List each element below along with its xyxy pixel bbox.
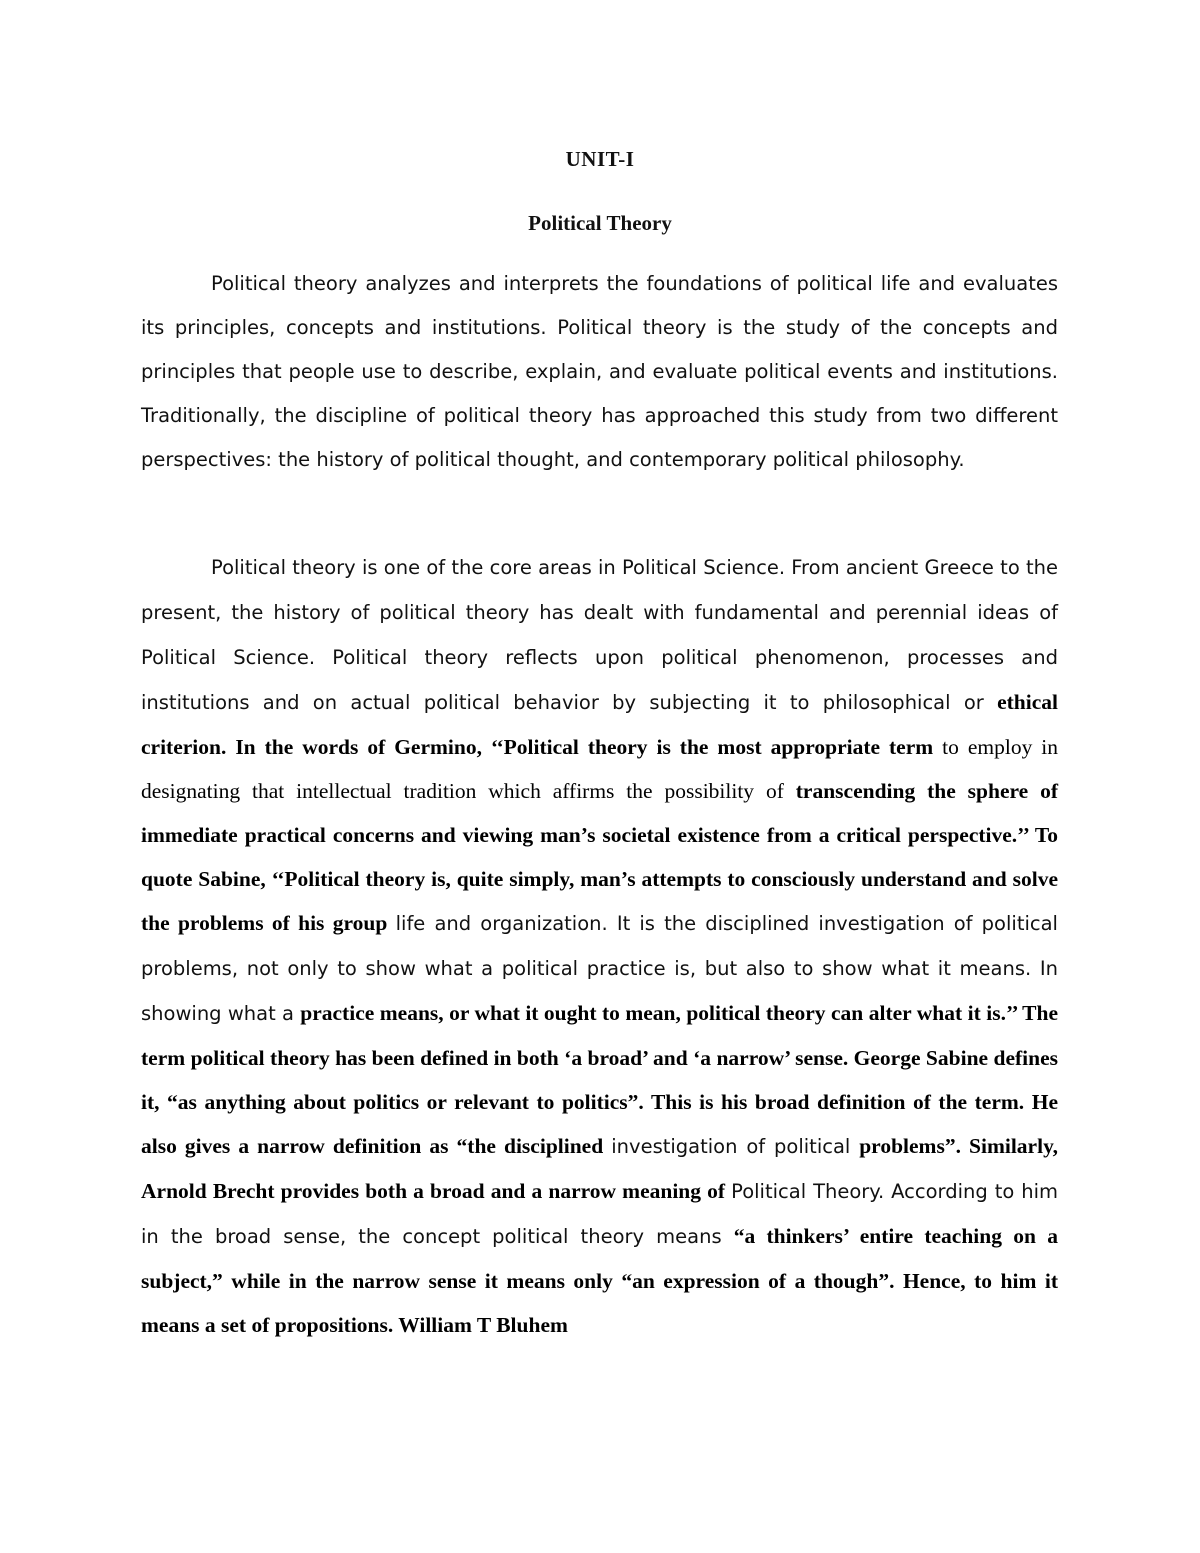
paragraph-2-container (141, 545, 1058, 1347)
paragraph-2-segment-10: “a thinkers’ entire teaching on a subject,” while in the narrow sense it means only “an expression of a though”. Hence, to him it means a set of propositions. William T Bluhem (141, 1224, 1058, 1337)
paragraph-2-segment-6: practice means, or what it ought to mean, political theory can alter what it is.’’ The term political theory has been defined in both ‘a broad’ and ‘a narrow’ sense. George Sabine defines it, “as anything about politics or relevant to politics”. This is his broad definition of the term. He also gives a narrow definition as “the disciplined (141, 1001, 1058, 1158)
paragraph-2 (141, 545, 1058, 1347)
paragraph-2-segment-1: Political theory is one of the core areas in Political Science. From ancient Greece to the present, the history of political theory has dealt with fundamental and perennial ideas of Political Science. Political theory reflects upon political phenomenon, processes and institutions and on actual political behavior by subjecting it to philosophical or (141, 556, 1058, 714)
paragraph-2-segment-2: ethical criterion. In the words of Germino, ‘‘Political theory is the most appropriate term (141, 690, 1058, 759)
paragraph-2-segment-9: Political Theory. According to him in the broad sense, the concept political theory means (141, 1180, 1058, 1248)
paragraph-1: Political theory analyzes and interprets the foundations of political life and evaluates its principles, concepts and institutions. Political theory is the study of the concepts and principles that people use to describe, explain, and evaluate political events and institutions. Traditionally, the discipline of political theory has approached this study from two different perspectives: the history of political thought, and contemporary political philosophy. (141, 272, 1058, 471)
paragraph-2-segment-7: investigation of political (611, 1135, 860, 1158)
paragraph-2-segment-4: transcending the sphere of immediate practical concerns and viewing man’s societal existence from a critical perspective.’’ To quote Sabine, ‘‘Political theory is, quite simply, man’s attempts to consciously understand and solve the problems of his group (141, 779, 1058, 935)
paragraph-1-container (141, 262, 1058, 482)
paragraph-2-segment-3: to employ in designating that intellectual tradition which affirms the possibility of (141, 735, 1058, 803)
unit-heading: UNIT-I (565, 147, 635, 171)
paragraph-2-segment-5: life and organization. It is the disciplined investigation of political problems, not only to show what a political practice is, but also to show what it means. In showing what a (141, 912, 1058, 1025)
section-heading: Political Theory (528, 211, 672, 235)
paragraph-2-segment-8: problems”. Similarly, Arnold Brecht provides both a broad and a narrow meaning of (141, 1134, 1059, 1203)
